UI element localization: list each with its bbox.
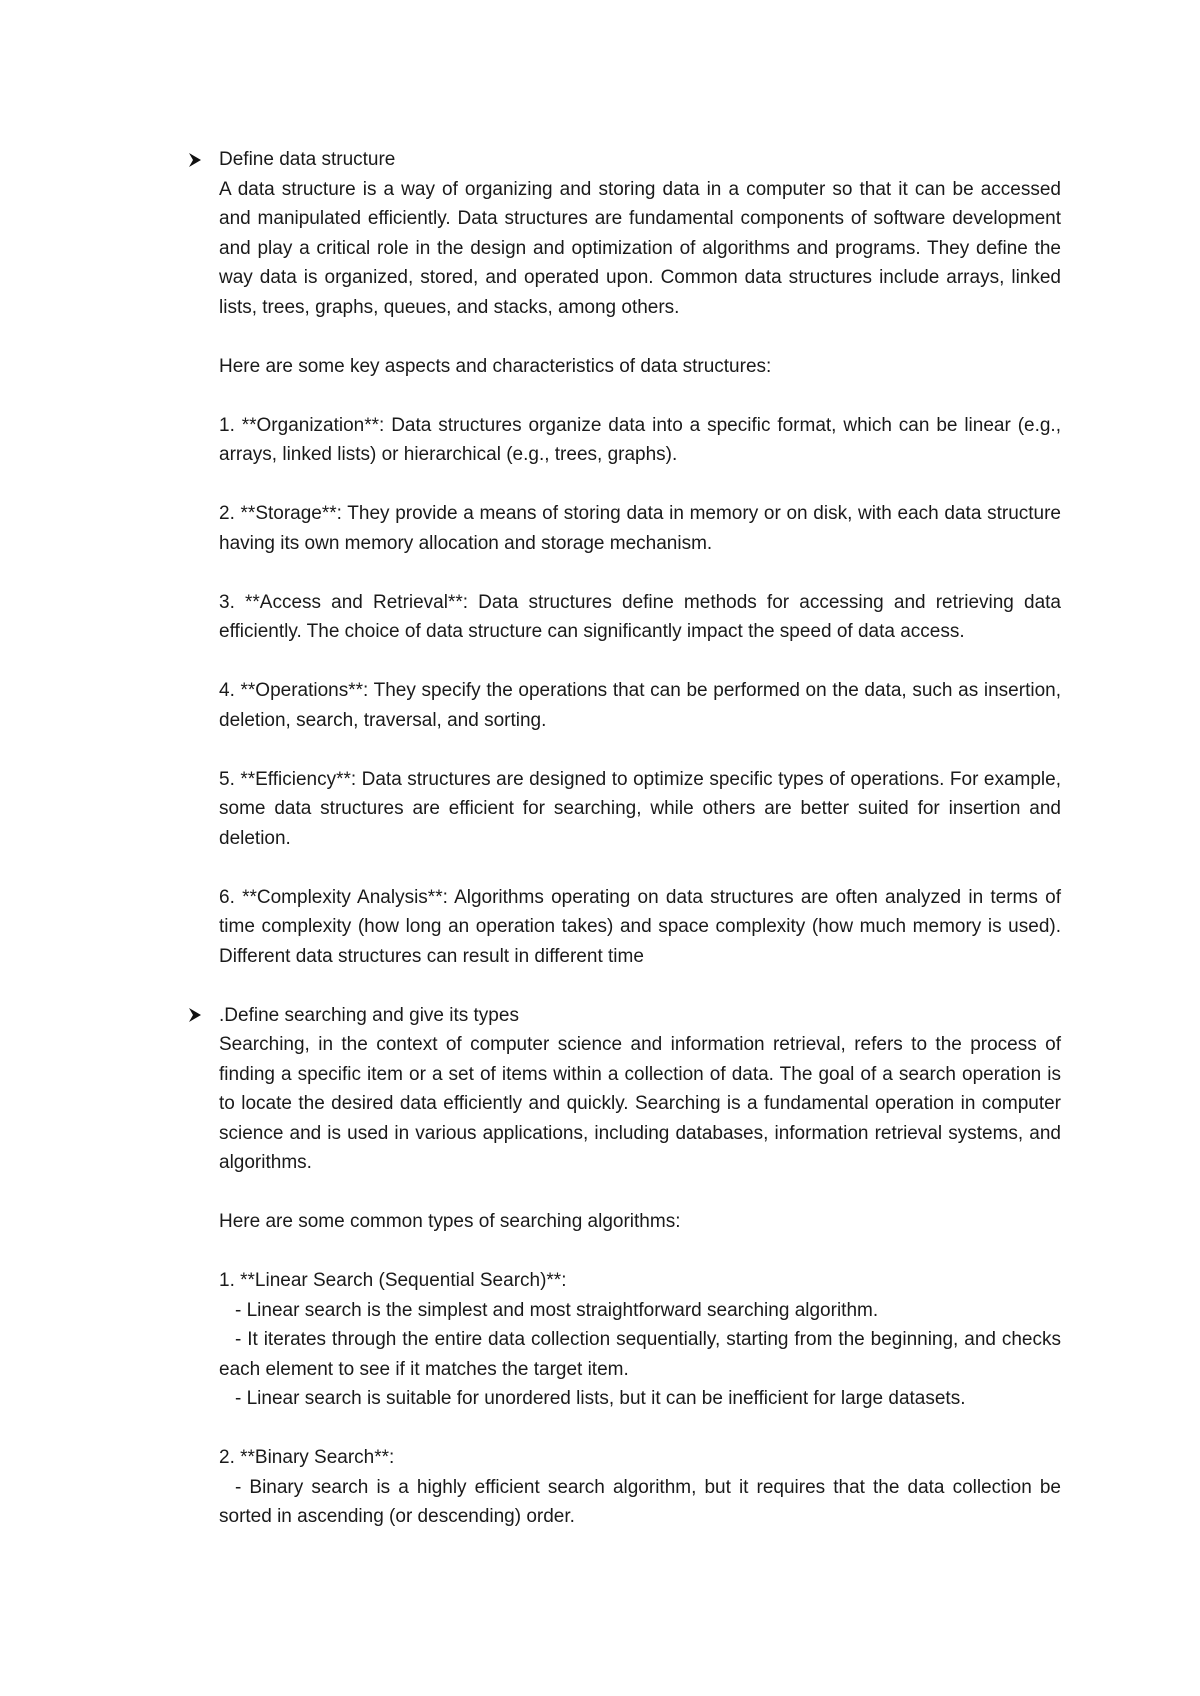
list-item: 6. **Complexity Analysis**: Algorithms operating on data structures are often analyzed in terms of time complexity (how long an operation takes) and space complexity (how much memory is used). Different data structures can result in different time [219, 886, 1061, 967]
paragraph: Here are some key aspects and characteristics of data structures: [219, 355, 772, 377]
paragraph: A data structure is a way of organizing and storing data in a computer so that it can be accessed and manipulated efficiently. Data structures are fundamental components of software development and play a critical role in the design and optimization of algorithms and programs. They define the way data is organized, stored, and operated upon. Common data structures include arrays, linked lists, trees, graphs, queues, and stacks, among others. [219, 178, 1061, 318]
section-define-data-structure [219, 145, 1061, 175]
sub-item: - Linear search is suitable for unordered lists, but it can be inefficient for large datasets. [235, 1388, 966, 1409]
arrow-bullet-icon [185, 145, 205, 174]
paragraph: Here are some common types of searching algorithms: [219, 1211, 681, 1232]
paragraph: Searching, in the context of computer science and information retrieval, refers to the process of finding a specific item or a set of items within a collection of data. The goal of a search operation is to locate the desired data efficiently and quickly. Searching is a fundamental operation in computer science and is used in various applications, including databases, information retrieval systems, and algorithms. [219, 1034, 1061, 1173]
arrow-bullet-icon [185, 1001, 205, 1030]
section-heading: Define data structure [219, 149, 396, 170]
sub-item: - Binary search is a highly efficient search algorithm, but it requires that the data collection be sorted in ascending (or descending) order. [219, 1476, 1061, 1527]
list-item: 4. **Operations**: They specify the operations that can be performed on the data, such as insertion, deletion, search, traversal, and sorting. [219, 680, 1061, 731]
list-item: 3. **Access and Retrieval**: Data structures define methods for accessing and retrieving data efficiently. The choice of data structure can significantly impact the speed of data access. [219, 591, 1061, 642]
list-item-title: 1. **Linear Search (Sequential Search)**: [219, 1270, 567, 1291]
section-heading: .Define searching and give its types [219, 1004, 519, 1026]
list-item: 1. **Organization**: Data structures organize data into a specific format, which can be linear (e.g., arrays, linked lists) or hierarchical (e.g., trees, graphs). [219, 414, 1061, 465]
sub-item: - Linear search is the simplest and most straightforward searching algorithm. [235, 1299, 879, 1321]
section-define-searching [219, 1001, 1061, 1031]
document-body [219, 145, 1061, 1532]
sub-item: - It iterates through the entire data collection sequentially, starting from the beginning, and checks each element to see if it matches the target item. [219, 1329, 1061, 1380]
list-item: 5. **Efficiency**: Data structures are designed to optimize specific types of operations. For example, some data structures are efficient for searching, while others are better suited for insertion and deletion. [219, 768, 1061, 849]
list-item: 2. **Storage**: They provide a means of storing data in memory or on disk, with each data structure having its own memory allocation and storage mechanism. [219, 503, 1061, 554]
list-item-title: 2. **Binary Search**: [219, 1447, 395, 1468]
